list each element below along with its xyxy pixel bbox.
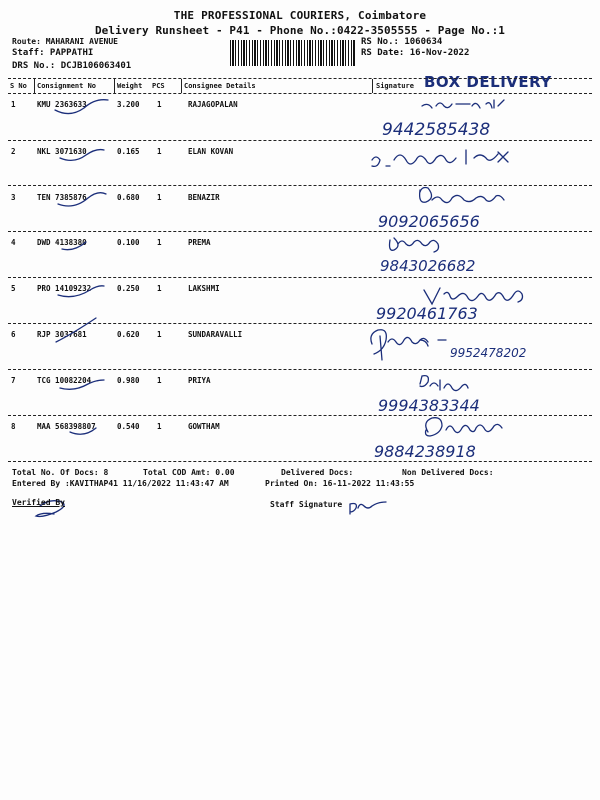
box-delivery-stamp: BOX DELIVERY <box>424 73 552 91</box>
row-pcs: 1 <box>157 100 162 109</box>
row-consignee: BENAZIR <box>188 193 220 202</box>
row-sno: 4 <box>11 238 16 247</box>
row-pcs: 1 <box>157 330 162 339</box>
handwritten-phone: 9442585438 <box>382 120 491 140</box>
staff-signature: Staff Signature <box>270 500 343 509</box>
row-consignee: SUNDARAVALLI <box>188 330 243 339</box>
row-consignee: RAJAGOPALAN <box>188 100 238 109</box>
handwritten-phone: 9920461763 <box>376 304 478 323</box>
total-cod-amount: Total COD Amt: 0.00 <box>143 468 235 477</box>
col-header-consignment: Consignment No <box>37 82 97 90</box>
row-sno: 1 <box>11 100 16 109</box>
rs-date: RS Date: 16-Nov-2022 <box>361 48 470 58</box>
row-pcs: 1 <box>157 147 162 156</box>
row-consignment: PRO 14109232 <box>37 284 92 293</box>
row-weight: 0.165 <box>117 147 140 156</box>
non-delivered-docs: Non Delivered Docs: <box>402 468 494 477</box>
row-sno: 3 <box>11 193 16 202</box>
row-pcs: 1 <box>157 376 162 385</box>
row-weight: 0.980 <box>117 376 140 385</box>
row-weight: 3.200 <box>117 100 140 109</box>
col-header-sno: S No <box>10 82 27 90</box>
printed-on: Printed On: 16-11-2022 11:43:55 <box>265 479 415 488</box>
row-consignee: PREMA <box>188 238 211 247</box>
total-docs: Total No. Of Docs: 8 <box>12 468 109 477</box>
row-consignment: DWD 4138380 <box>37 238 87 247</box>
col-header-pcs: PCS <box>152 82 165 90</box>
handwritten-phone: 9994383344 <box>378 396 480 415</box>
company-title: THE PROFESSIONAL COURIERS, Coimbatore <box>173 9 427 22</box>
row-pcs: 1 <box>157 284 162 293</box>
row-sno: 7 <box>11 376 16 385</box>
row-consignee: PRIYA <box>188 376 211 385</box>
row-consignment: RJP 3037681 <box>37 330 87 339</box>
row-pcs: 1 <box>157 193 162 202</box>
row-weight: 0.100 <box>117 238 140 247</box>
row-consignee: ELAN KOVAN <box>188 147 234 156</box>
route-label: Route: MAHARANI AVENUE <box>12 37 118 46</box>
row-consignment: TEN 7385876 <box>37 193 87 202</box>
col-header-consignee: Consignee Details <box>184 82 256 90</box>
row-sno: 2 <box>11 147 16 156</box>
row-consignment: TCG 10082204 <box>37 376 92 385</box>
row-pcs: 1 <box>157 422 162 431</box>
entered-by: Entered By :KAVITHAP41 11/16/2022 11:43:47 AM <box>12 479 229 488</box>
row-consignee: GOWTHAM <box>188 422 220 431</box>
handwritten-phone: 9092065656 <box>378 212 480 231</box>
row-weight: 0.540 <box>117 422 140 431</box>
row-weight: 0.620 <box>117 330 140 339</box>
row-sno: 5 <box>11 284 16 293</box>
row-consignment: NKL 3071630 <box>37 147 87 156</box>
drs-number: DRS No.: DCJB106063401 <box>12 61 132 71</box>
row-weight: 0.680 <box>117 193 140 202</box>
row-consignment: KMU 2363633 <box>37 100 87 109</box>
rs-number: RS No.: 1060634 <box>361 37 443 47</box>
handwritten-phone: 9952478202 <box>450 346 527 360</box>
row-sno: 6 <box>11 330 16 339</box>
staff-label: Staff: PAPPATHI <box>12 48 94 58</box>
row-sno: 8 <box>11 422 16 431</box>
col-header-weight: Weight <box>117 82 143 90</box>
delivered-docs: Delivered Docs: <box>281 468 354 477</box>
handwritten-phone: 9843026682 <box>380 257 476 275</box>
verified-by: Verified By <box>12 498 65 507</box>
handwritten-phone: 9884238918 <box>374 442 476 461</box>
row-consignment: MAA 568398807 <box>37 422 96 431</box>
col-header-signature: Signature <box>376 82 414 90</box>
row-pcs: 1 <box>157 238 162 247</box>
runsheet-subtitle: Delivery Runsheet - P41 - Phone No.:0422-3505555 - Page No.:1 <box>94 24 506 37</box>
row-weight: 0.250 <box>117 284 140 293</box>
row-consignee: LAKSHMI <box>188 284 220 293</box>
